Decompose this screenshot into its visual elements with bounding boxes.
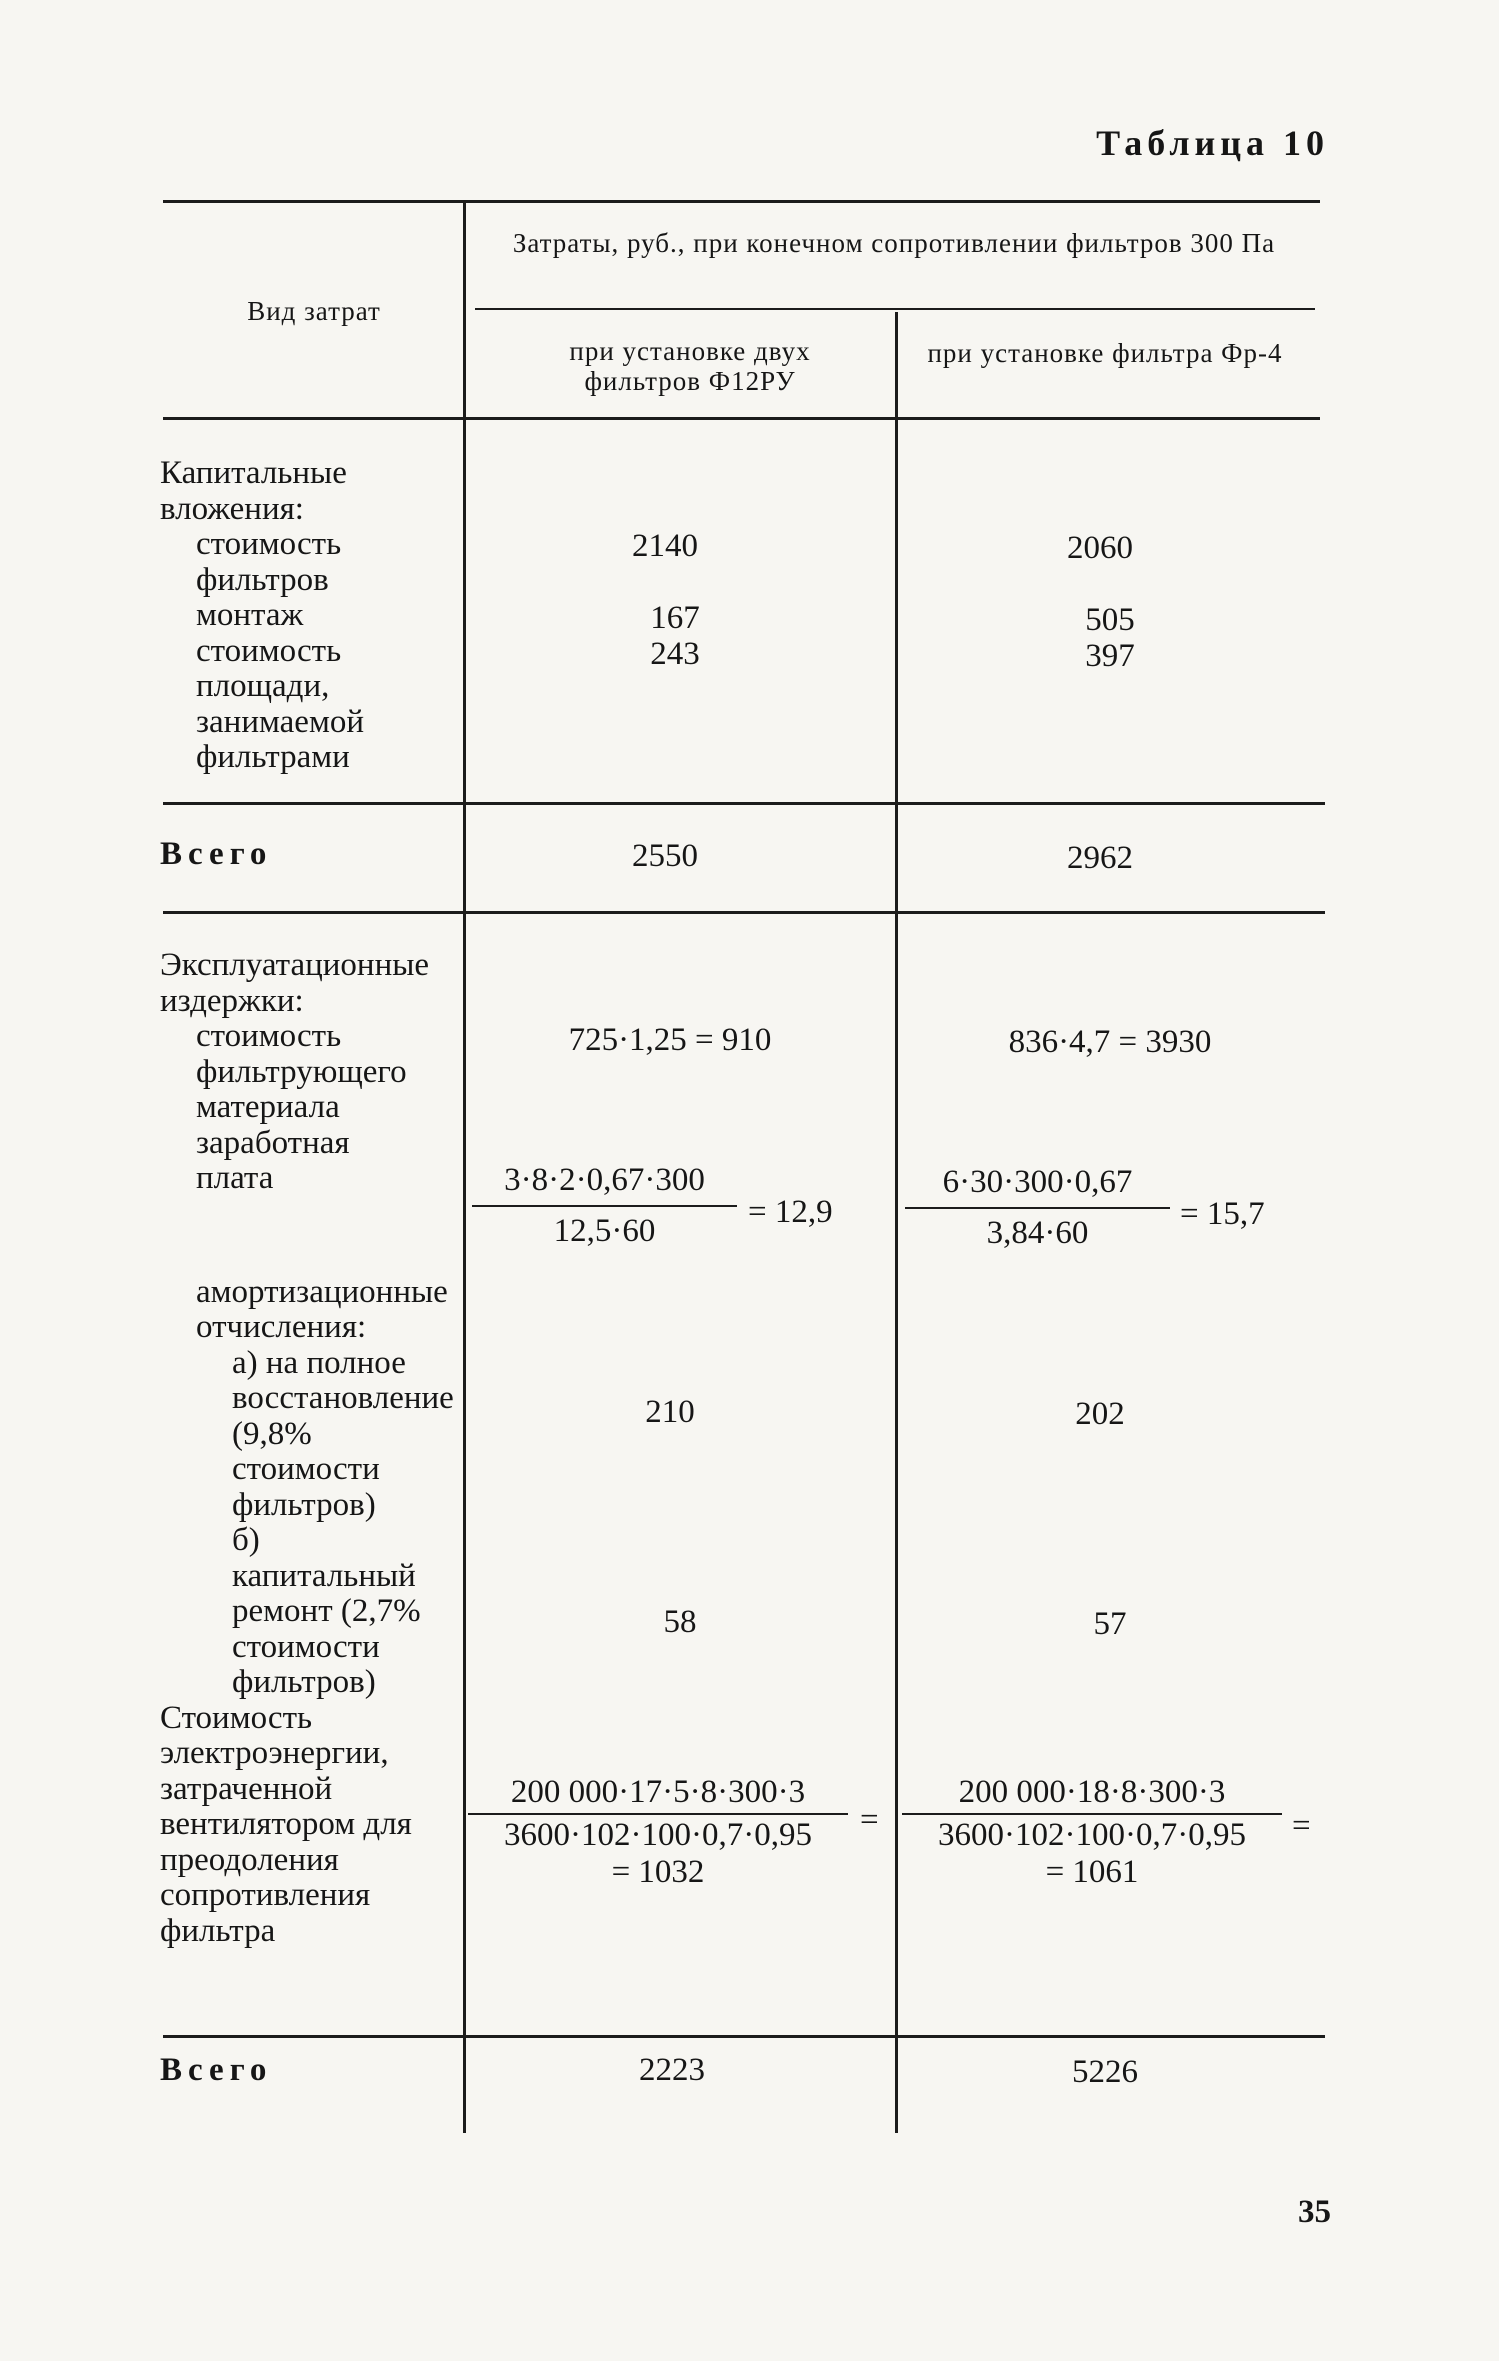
wage-v1-denominator: 12,5·60: [553, 1213, 656, 1249]
operating-total-label: Всего: [160, 2052, 273, 2088]
capital-filters-v1: 2140: [632, 528, 698, 564]
capital-item-mounting: монтаж: [196, 597, 304, 633]
capital-mounting-v1: 167: [650, 600, 700, 636]
fraction-bar: [902, 1813, 1282, 1815]
energy-v1-fraction: [468, 1774, 848, 1891]
capital-area-v1: 243: [650, 636, 700, 672]
energy-v2-equals: =: [1292, 1808, 1311, 1844]
capital-filters-v2: 2060: [1067, 530, 1133, 566]
material-v2: 836·4,7 = 3930: [1008, 1024, 1212, 1060]
capital-total-label: Всего: [160, 836, 273, 872]
header-col1: при установке двух фильтров Ф12РУ: [569, 336, 811, 396]
fraction-bar: [905, 1207, 1170, 1209]
header-bottom-rule: [163, 417, 1320, 420]
energy-v1-result: = 1032: [611, 1854, 705, 1890]
operating-energy-label: Стоимость электроэнергии, затраченной вентилятором для преодоления сопротивления фильтра: [160, 1699, 412, 1949]
wage-v1-fraction: [472, 1162, 737, 1250]
operating-amort-a-label: а) на полное восстановление (9,8% стоимости фильтров): [232, 1344, 454, 1523]
amort-b-v2: 57: [1093, 1606, 1127, 1642]
col-divider-1: [463, 200, 466, 2133]
capital-total-v2: 2962: [1067, 840, 1133, 876]
top-rule: [163, 200, 1320, 203]
operating-total-v2: 5226: [1072, 2054, 1138, 2090]
capital-total-rule: [163, 911, 1325, 914]
operating-amort-b-label: б) капитальный ремонт (2,7% стоимости фильтров): [232, 1522, 421, 1700]
capital-item-filters: стоимость фильтров: [196, 526, 342, 598]
wage-v2-fraction: [905, 1164, 1170, 1252]
operating-amort-label: амортизационные отчисления:: [196, 1273, 448, 1345]
energy-v2-denominator: 3600·102·100·0,7·0,95: [938, 1817, 1246, 1853]
material-v1: 725·1,25 = 910: [568, 1022, 772, 1058]
header-col2: при установке фильтра Фр-4: [927, 338, 1283, 368]
energy-v2-result: = 1061: [1045, 1854, 1139, 1890]
fraction-bar: [468, 1813, 848, 1815]
capital-bottom-rule: [163, 802, 1325, 805]
capital-title: Капитальные вложения:: [160, 455, 347, 527]
wage-v2-denominator: 3,84·60: [986, 1215, 1089, 1251]
capital-section: [160, 456, 460, 776]
operating-total-v1: 2223: [639, 2052, 705, 2088]
wage-v1-result: = 12,9: [748, 1194, 833, 1230]
capital-area-v2: 397: [1085, 638, 1135, 674]
energy-v1-equals: =: [860, 1802, 879, 1838]
operating-material-label: стоимость фильтрующего материала: [196, 1018, 407, 1125]
wage-v1-numerator: 3·8·2·0,67·300: [504, 1162, 705, 1198]
capital-total-v1: 2550: [632, 838, 698, 874]
wage-v2-numerator: 6·30·300·0,67: [942, 1164, 1133, 1200]
amort-a-v1: 210: [645, 1394, 695, 1430]
header-group-rule: [475, 308, 1315, 310]
col-divider-2: [895, 312, 898, 2133]
operating-title: Эксплуатационные издержки:: [160, 947, 430, 1019]
wage-v2-result: = 15,7: [1180, 1196, 1265, 1232]
capital-item-area: стоимость площади, занимаемой фильтрами: [196, 632, 364, 775]
operating-section: [160, 948, 460, 1949]
energy-v2-numerator: 200 000·18·8·300·3: [958, 1774, 1226, 1810]
energy-v1-denominator: 3600·102·100·0,7·0,95: [504, 1817, 812, 1853]
header-col0: Вид затрат: [247, 296, 381, 326]
operating-bottom-rule: [163, 2035, 1325, 2038]
amort-b-v1: 58: [663, 1604, 697, 1640]
energy-v2-fraction: [902, 1774, 1282, 1891]
operating-wage-label: заработная плата: [196, 1124, 350, 1196]
amort-a-v2: 202: [1075, 1396, 1125, 1432]
header-group: Затраты, руб., при конечном сопротивлении фильтров 300 Па: [512, 228, 1276, 258]
table-title: Таблица 10: [1096, 123, 1329, 163]
page-number: 35: [1298, 2194, 1331, 2230]
energy-v1-numerator: 200 000·17·5·8·300·3: [510, 1774, 806, 1810]
capital-mounting-v2: 505: [1085, 602, 1135, 638]
fraction-bar: [472, 1205, 737, 1207]
